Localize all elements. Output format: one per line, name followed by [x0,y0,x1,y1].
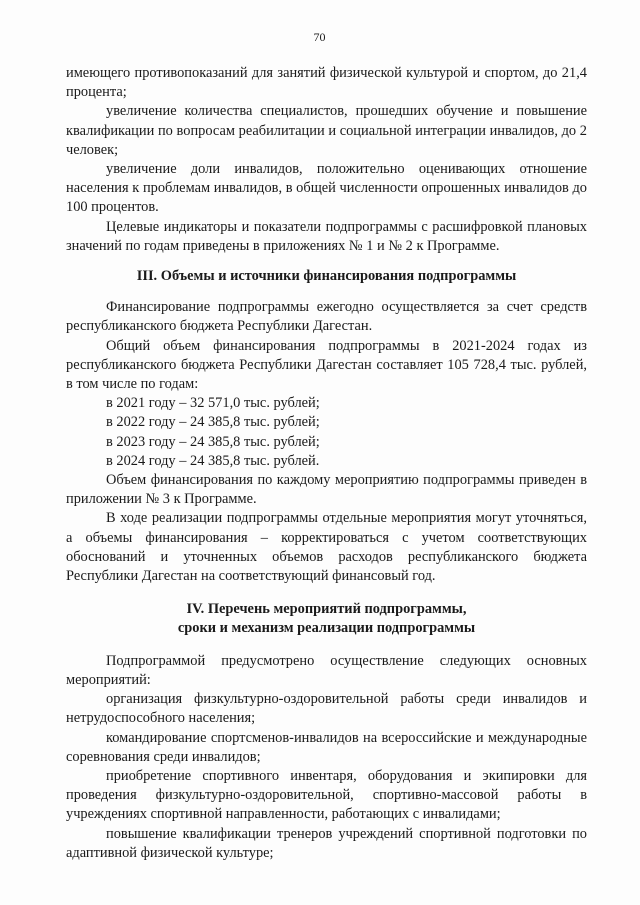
paragraph: Финансирование подпрограммы ежегодно осуществляется за счет средств республиканского бюджета Республики Дагестан. [66,299,587,335]
page-number: 70 [313,30,326,44]
paragraph: Целевые индикаторы и показатели подпрограммы с расшифровкой плановых значений по годам приведены в приложениях № 1 и № 2 к Программе. [66,218,587,254]
paragraph: Объем финансирования по каждому мероприятию подпрограммы приведен в приложении № 3 к Программе. [66,472,587,508]
paragraph: увеличение количества специалистов, прошедших обучение и повышение квалификации по вопросам реабилитации и социальной интеграции инвалидов, до 2 человек; [66,103,587,158]
section-heading-line: сроки и механизм реализации подпрограммы [177,620,476,637]
list-item: в 2023 году – 24 385,8 тыс. рублей; [106,433,320,450]
paragraph: Общий объем финансирования подпрограммы в 2021-2024 годах из республиканского бюджета Республики Дагестан составляет 105 728,4 тыс. рублей, в том числе по годам: [66,337,587,393]
paragraph: повышение квалификации тренеров учреждений спортивной подготовки по адаптивной физической культуре; [66,825,587,861]
paragraph: В ходе реализации подпрограммы отдельные мероприятия могут уточняться, а объемы финансирования – корректироваться с учетом соответствующих обоснований и уточненных объемов расходов республиканского бюджета Республики Дагестан на соответствующий финансовый год. [66,510,587,585]
paragraph: увеличение доли инвалидов, положительно оценивающих отношение населения к проблемам инвалидов, в общей численности опрошенных инвалидов до 100 процентов. [66,161,587,216]
paragraph: Подпрограммой предусмотрено осуществление следующих основных мероприятий: [66,652,587,688]
paragraph: командирование спортсменов-инвалидов на всероссийские и международные соревнования среди инвалидов; [66,729,587,765]
section-heading-line: IV. Перечень мероприятий подпрограммы, [186,601,467,618]
section-heading: III. Объемы и источники финансирования подпрограммы [136,268,517,285]
section-heading [66,600,587,638]
paragraph: организация физкультурно-оздоровительной работы среди инвалидов и нетрудоспособного населения; [66,691,587,727]
list-item: в 2021 году – 32 571,0 тыс. рублей; [106,395,320,412]
paragraph: имеющего противопоказаний для занятий физической культурой и спортом, до 21,4 процента; [66,65,587,101]
list-item: в 2022 году – 24 385,8 тыс. рублей; [106,414,320,431]
paragraph: приобретение спортивного инвентаря, оборудования и экипировки для проведения физкультурно-оздоровительной, спортивно-массовой работы в учреждениях спортивной направленности, работающих с инвалидами; [66,767,587,823]
list-item: в 2024 году – 24 385,8 тыс. рублей. [106,452,320,469]
